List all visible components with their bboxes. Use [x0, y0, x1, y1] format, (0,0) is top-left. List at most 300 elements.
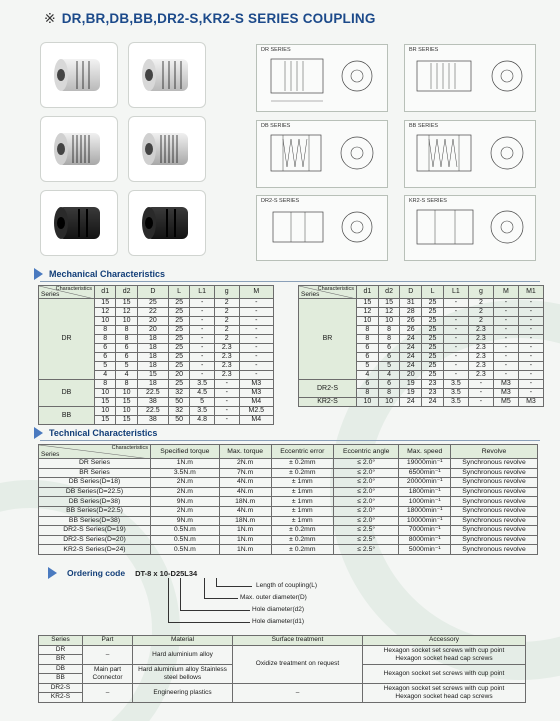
ordering-code: DT-8 x 10-D25L34	[135, 568, 198, 578]
table-cell: 15	[137, 371, 168, 380]
table-cell: ± 0.2mm	[271, 468, 333, 478]
table-cell: M4	[239, 416, 273, 425]
ordering-label: Ordering code	[67, 568, 126, 578]
table-cell: -	[239, 362, 273, 371]
table-cell: -	[190, 326, 215, 335]
table-cell: 8	[116, 326, 137, 335]
table-cell: -	[443, 308, 468, 317]
table-cell: 2N.m	[219, 459, 271, 469]
table-cell: -	[468, 398, 493, 407]
parts-header: Surface treatment	[233, 636, 363, 646]
table-cell: 50	[168, 398, 189, 407]
table-cell: 9N.m	[151, 497, 220, 507]
table-cell: -	[239, 299, 273, 308]
parts-part: Main part Connector	[83, 664, 133, 683]
mech-column-header: M	[239, 286, 273, 299]
table-cell: 25	[137, 299, 168, 308]
table-cell: 25	[168, 353, 189, 362]
table-cell: 25	[168, 344, 189, 353]
mech-underline	[40, 281, 540, 282]
table-cell: 15	[95, 416, 116, 425]
table-cell: ± 0.2mm	[271, 545, 333, 555]
table-cell: 10	[378, 317, 400, 326]
table-cell: ± 0.2mm	[271, 526, 333, 536]
table-row	[299, 380, 544, 389]
table-cell: 6	[357, 380, 379, 389]
mech-column-header: D	[137, 286, 168, 299]
table-cell: 2.3	[214, 362, 239, 371]
table-cell: 1N.m	[219, 526, 271, 536]
table-cell: 18	[137, 380, 168, 389]
table-cell: 2.3	[468, 362, 493, 371]
table-row	[299, 299, 544, 308]
table-cell: 2	[468, 299, 493, 308]
table-cell: ≤ 2.0°	[334, 468, 399, 478]
table-cell: 2	[214, 308, 239, 317]
table-cell: 25	[422, 308, 444, 317]
table-cell: 22.5	[137, 389, 168, 398]
table-row	[39, 487, 538, 497]
table-cell: -	[443, 317, 468, 326]
table-cell: 25	[168, 335, 189, 344]
table-cell: -	[443, 371, 468, 380]
table-cell: 2.3	[468, 326, 493, 335]
table-cell: ± 1mm	[271, 506, 333, 516]
mech-column-header: L1	[190, 286, 215, 299]
table-cell: -	[239, 335, 273, 344]
table-cell: 6	[95, 344, 116, 353]
drawing-kr2s-series	[404, 195, 536, 261]
page-title: DR,BR,DB,BB,DR2-S,KR2-S SERIES COUPLING	[61, 11, 376, 26]
table-cell: 4N.m	[219, 506, 271, 516]
table-cell: -	[518, 326, 543, 335]
table-cell: 5	[190, 398, 215, 407]
table-cell: 3.5	[443, 380, 468, 389]
drawing-label: DR2-S SERIES	[261, 198, 300, 204]
series-name: KR2-S Series(D=24)	[39, 545, 151, 555]
mech-column-header: d2	[378, 286, 400, 299]
mech-column-header: L1	[443, 286, 468, 299]
table-cell: 10	[116, 407, 137, 416]
table-cell: 6500min⁻¹	[399, 468, 451, 478]
table-cell: 20	[168, 371, 189, 380]
parts-header: Accessory	[363, 636, 526, 646]
table-cell: 2.3	[468, 335, 493, 344]
drawing-db-series	[256, 120, 388, 188]
table-cell: -	[518, 371, 543, 380]
table-row	[39, 299, 274, 308]
table-cell: 24	[400, 344, 422, 353]
table-cell: -	[239, 353, 273, 362]
table-cell: 32	[168, 389, 189, 398]
table-cell: -	[493, 335, 518, 344]
table-cell: -	[190, 308, 215, 317]
table-cell: 2	[214, 299, 239, 308]
table-cell: 25	[422, 335, 444, 344]
table-cell: -	[239, 344, 273, 353]
parts-surface: Oxidize treatment on request	[233, 645, 363, 683]
table-cell: M4	[239, 398, 273, 407]
table-row	[39, 535, 538, 545]
table-cell: -	[493, 353, 518, 362]
ordering-note: Hole diameter(d2)	[252, 606, 305, 613]
table-cell: 4	[378, 371, 400, 380]
table-cell: 2.3	[468, 353, 493, 362]
table-cell: 8	[116, 380, 137, 389]
series-name: DR2-S Series(D=19)	[39, 526, 151, 536]
parts-surface: –	[233, 683, 363, 702]
table-cell: -	[190, 335, 215, 344]
mech-right-corner: Characteristics Series	[299, 286, 357, 299]
table-cell: -	[443, 353, 468, 362]
table-cell: -	[518, 362, 543, 371]
table-cell: -	[239, 308, 273, 317]
parts-material: Hard aluminium alloy Stainless steel bellows	[133, 664, 233, 683]
table-cell: 2N.m	[151, 487, 220, 497]
table-row	[39, 545, 538, 555]
parts-header: Part	[83, 636, 133, 646]
table-cell: 19	[400, 380, 422, 389]
table-cell: -	[493, 362, 518, 371]
tech-underline	[40, 440, 540, 441]
table-cell: 12	[357, 308, 379, 317]
table-cell: 10	[95, 407, 116, 416]
table-cell: 24	[422, 398, 444, 407]
table-cell: Synchronous revolve	[451, 506, 538, 516]
table-cell: 6	[357, 344, 379, 353]
table-cell: 25	[168, 326, 189, 335]
table-cell: 15	[116, 299, 137, 308]
table-cell: 7000min⁻¹	[399, 526, 451, 536]
table-cell: 6	[378, 353, 400, 362]
table-cell: 2.3	[214, 344, 239, 353]
table-cell: 25	[422, 344, 444, 353]
table-cell: 15	[95, 398, 116, 407]
parts-part: –	[83, 683, 133, 702]
table-cell: -	[518, 317, 543, 326]
table-cell: 8	[357, 389, 379, 398]
table-cell: Synchronous revolve	[451, 468, 538, 478]
table-cell: 8000min⁻¹	[399, 535, 451, 545]
table-cell: 26	[400, 326, 422, 335]
table-cell: 8	[378, 326, 400, 335]
table-cell: 0.5N.m	[151, 526, 220, 536]
parts-series: DB	[39, 664, 83, 674]
table-cell: ≤ 2.0°	[334, 516, 399, 526]
table-cell: 18000min⁻¹	[399, 506, 451, 516]
table-cell: -	[443, 335, 468, 344]
table-cell: 10	[95, 317, 116, 326]
photo-kr2s-coupling	[128, 190, 206, 256]
mech-table-right	[298, 285, 544, 407]
parts-series: DR	[39, 645, 83, 655]
parts-material: Hard aluminium alloy	[133, 645, 233, 664]
table-cell: 10	[378, 398, 400, 407]
table-cell: 1N.m	[219, 545, 271, 555]
table-cell: 3.5	[443, 389, 468, 398]
table-row	[39, 506, 538, 516]
table-cell: 25	[422, 326, 444, 335]
table-cell: 8	[378, 389, 400, 398]
tech-column-header: Max. speed	[399, 445, 451, 459]
table-cell: -	[214, 416, 239, 425]
table-cell: -	[493, 299, 518, 308]
table-cell: 5	[357, 362, 379, 371]
drawing-label: BR SERIES	[409, 47, 439, 53]
mech-column-header: M1	[518, 286, 543, 299]
table-cell: 12	[116, 308, 137, 317]
series-name: BB Series(D=22.5)	[39, 506, 151, 516]
table-cell: 5000min⁻¹	[399, 545, 451, 555]
table-cell: 2.3	[214, 371, 239, 380]
table-cell: 5	[116, 362, 137, 371]
table-cell: 9N.m	[151, 516, 220, 526]
table-cell: 19000min⁻¹	[399, 459, 451, 469]
table-cell: -	[239, 326, 273, 335]
photo-bb-coupling	[128, 116, 206, 182]
tech-column-header: Eccentric angle	[334, 445, 399, 459]
table-cell: ± 0.2mm	[271, 459, 333, 469]
parts-material: Engineering plastics	[133, 683, 233, 702]
mech-column-header: g	[214, 286, 239, 299]
table-cell: Synchronous revolve	[451, 478, 538, 488]
table-cell: -	[443, 362, 468, 371]
ordering-note: Length of coupling(L)	[256, 582, 318, 589]
table-cell: -	[443, 299, 468, 308]
table-cell: ± 1mm	[271, 497, 333, 507]
table-cell: Synchronous revolve	[451, 459, 538, 469]
table-cell: 4.8	[190, 416, 215, 425]
table-cell: 15	[378, 299, 400, 308]
ordering-note: Max. outer diameter(D)	[240, 594, 307, 601]
table-cell: 0.5N.m	[151, 545, 220, 555]
table-cell: 2	[214, 317, 239, 326]
table-cell: 2.3	[214, 353, 239, 362]
parts-accessory: Hexagon socket set screws with cup point	[363, 664, 526, 683]
table-cell: 10	[116, 389, 137, 398]
photo-dr-coupling	[40, 42, 118, 108]
parts-series: BB	[39, 674, 83, 684]
table-cell: 20000min⁻¹	[399, 478, 451, 488]
table-cell: 6	[95, 353, 116, 362]
tech-column-header: Specified torque	[151, 445, 220, 459]
table-cell: 4	[95, 371, 116, 380]
mech-column-header: d2	[116, 286, 137, 299]
db-drawing-svg	[257, 121, 389, 189]
table-cell: -	[239, 371, 273, 380]
drawing-label: KR2-S SERIES	[409, 198, 447, 204]
table-cell: Synchronous revolve	[451, 535, 538, 545]
tech-column-header: Revolve	[451, 445, 538, 459]
table-cell: 22.5	[137, 407, 168, 416]
table-cell: -	[190, 317, 215, 326]
table-cell: 28	[400, 308, 422, 317]
table-cell: 3.5	[443, 398, 468, 407]
table-cell: -	[190, 299, 215, 308]
table-cell: 6	[116, 344, 137, 353]
mech-column-header: g	[468, 286, 493, 299]
table-cell: 10	[95, 389, 116, 398]
photo-dr-coupling-side	[128, 42, 206, 108]
table-cell: 8	[95, 335, 116, 344]
series-cell: DR	[39, 299, 95, 380]
series-cell: DB	[39, 380, 95, 407]
table-cell: Synchronous revolve	[451, 545, 538, 555]
bb-drawing-svg	[405, 121, 537, 189]
table-cell: -	[518, 380, 543, 389]
table-cell: 20	[137, 317, 168, 326]
parts-accessory: Hexagon socket set screws with cup point Hexagon socket head cap screws	[363, 645, 526, 664]
parts-accessory: Hexagon socket set screws with cup point Hexagon socket head cap screws	[363, 683, 526, 702]
table-cell: 8	[357, 335, 379, 344]
table-cell: -	[239, 317, 273, 326]
table-cell: 3.5	[190, 380, 215, 389]
table-cell: -	[443, 344, 468, 353]
series-name: DB Series(D=38)	[39, 497, 151, 507]
table-cell: 4N.m	[219, 487, 271, 497]
table-row	[39, 407, 274, 416]
title-mark: ※	[44, 10, 56, 26]
table-cell: ≤ 2.5°	[334, 545, 399, 555]
table-cell: 4	[116, 371, 137, 380]
table-cell: 2N.m	[151, 506, 220, 516]
table-cell: -	[214, 389, 239, 398]
table-cell: 10	[357, 317, 379, 326]
table-cell: 6	[378, 344, 400, 353]
br-drawing-svg	[405, 45, 537, 113]
tech-column-header: Eccentric error	[271, 445, 333, 459]
table-cell: 15	[95, 299, 116, 308]
table-cell: -	[468, 380, 493, 389]
mech-left-corner: Characteristics Series	[39, 286, 95, 299]
table-cell: 25	[422, 371, 444, 380]
drawing-label: BB SERIES	[409, 123, 439, 129]
parts-header: Series	[39, 636, 83, 646]
table-cell: ± 0.2mm	[271, 535, 333, 545]
parts-table	[38, 635, 526, 703]
table-cell: 1800min⁻¹	[399, 487, 451, 497]
table-row	[39, 459, 538, 469]
mech-column-header: L	[168, 286, 189, 299]
table-cell: 2.3	[468, 344, 493, 353]
table-cell: M3	[493, 389, 518, 398]
dr2s-drawing-svg	[257, 196, 389, 262]
table-cell: -	[518, 344, 543, 353]
table-cell: 2.3	[468, 371, 493, 380]
parts-part: –	[83, 645, 133, 664]
parts-series: DR2-S	[39, 683, 83, 693]
table-cell: 25	[168, 308, 189, 317]
kr2s-drawing-svg	[405, 196, 537, 262]
ordering-note: Hole diameter(d1)	[252, 618, 305, 625]
table-cell: 8	[378, 335, 400, 344]
table-cell: 32	[168, 407, 189, 416]
table-cell: -	[493, 344, 518, 353]
table-row	[39, 526, 538, 536]
series-name: DB Series(D=22.5)	[39, 487, 151, 497]
table-row	[299, 398, 544, 407]
table-cell: 2	[468, 317, 493, 326]
table-cell: M5	[493, 398, 518, 407]
table-cell: 2N.m	[151, 478, 220, 488]
table-cell: ≤ 2.0°	[334, 478, 399, 488]
table-cell: 23	[422, 380, 444, 389]
tech-heading-text: Technical Characteristics	[49, 428, 158, 438]
parts-series: KR2-S	[39, 693, 83, 703]
series-cell: BB	[39, 407, 95, 425]
table-cell: 1N.m	[151, 459, 220, 469]
table-cell: 5	[378, 362, 400, 371]
table-cell: 3.5	[190, 407, 215, 416]
table-cell: ≤ 2.5°	[334, 526, 399, 536]
table-cell: M3	[518, 398, 543, 407]
table-cell: 25	[168, 362, 189, 371]
table-cell: 25	[168, 299, 189, 308]
table-cell: 1000min⁻¹	[399, 497, 451, 507]
table-cell: -	[190, 362, 215, 371]
mech-column-header: d1	[95, 286, 116, 299]
mech-column-header: d1	[357, 286, 379, 299]
table-cell: -	[190, 353, 215, 362]
table-cell: -	[518, 335, 543, 344]
arrow-icon	[34, 268, 43, 280]
table-cell: Synchronous revolve	[451, 516, 538, 526]
table-cell: 8	[95, 380, 116, 389]
table-cell: 24	[400, 398, 422, 407]
table-cell: ≤ 2.0°	[334, 506, 399, 516]
table-cell: 18N.m	[219, 516, 271, 526]
table-cell: -	[493, 317, 518, 326]
table-cell: 26	[400, 317, 422, 326]
table-cell: 25	[422, 353, 444, 362]
table-cell: ≤ 2.0°	[334, 487, 399, 497]
drawing-bb-series	[404, 120, 536, 188]
table-row	[39, 497, 538, 507]
table-cell: 15	[116, 398, 137, 407]
drawing-br-series	[404, 44, 536, 112]
table-cell: 10	[116, 317, 137, 326]
table-row	[39, 468, 538, 478]
title-row	[44, 10, 376, 27]
table-row	[39, 516, 538, 526]
table-cell: 18	[137, 335, 168, 344]
drawing-dr2s-series	[256, 195, 388, 261]
table-cell: 25	[422, 317, 444, 326]
table-cell: 38	[137, 416, 168, 425]
table-cell: 6	[357, 353, 379, 362]
series-cell: KR2-S	[299, 398, 357, 407]
mech-heading	[34, 268, 165, 280]
table-cell: Synchronous revolve	[451, 487, 538, 497]
arrow-icon	[48, 567, 57, 579]
table-cell: 18N.m	[219, 497, 271, 507]
table-cell: -	[443, 326, 468, 335]
table-cell: 10	[357, 398, 379, 407]
table-cell: 1N.m	[219, 535, 271, 545]
table-cell: 10000min⁻¹	[399, 516, 451, 526]
drawing-label: DR SERIES	[261, 47, 291, 53]
drawing-dr-series	[256, 44, 388, 112]
table-cell: 25	[168, 317, 189, 326]
table-cell: 22	[137, 308, 168, 317]
table-cell: 19	[400, 389, 422, 398]
table-cell: -	[518, 308, 543, 317]
table-cell: 25	[168, 380, 189, 389]
table-cell: 4	[357, 371, 379, 380]
table-cell: M3	[493, 380, 518, 389]
series-name: BB Series(D=38)	[39, 516, 151, 526]
table-cell: 8	[95, 326, 116, 335]
